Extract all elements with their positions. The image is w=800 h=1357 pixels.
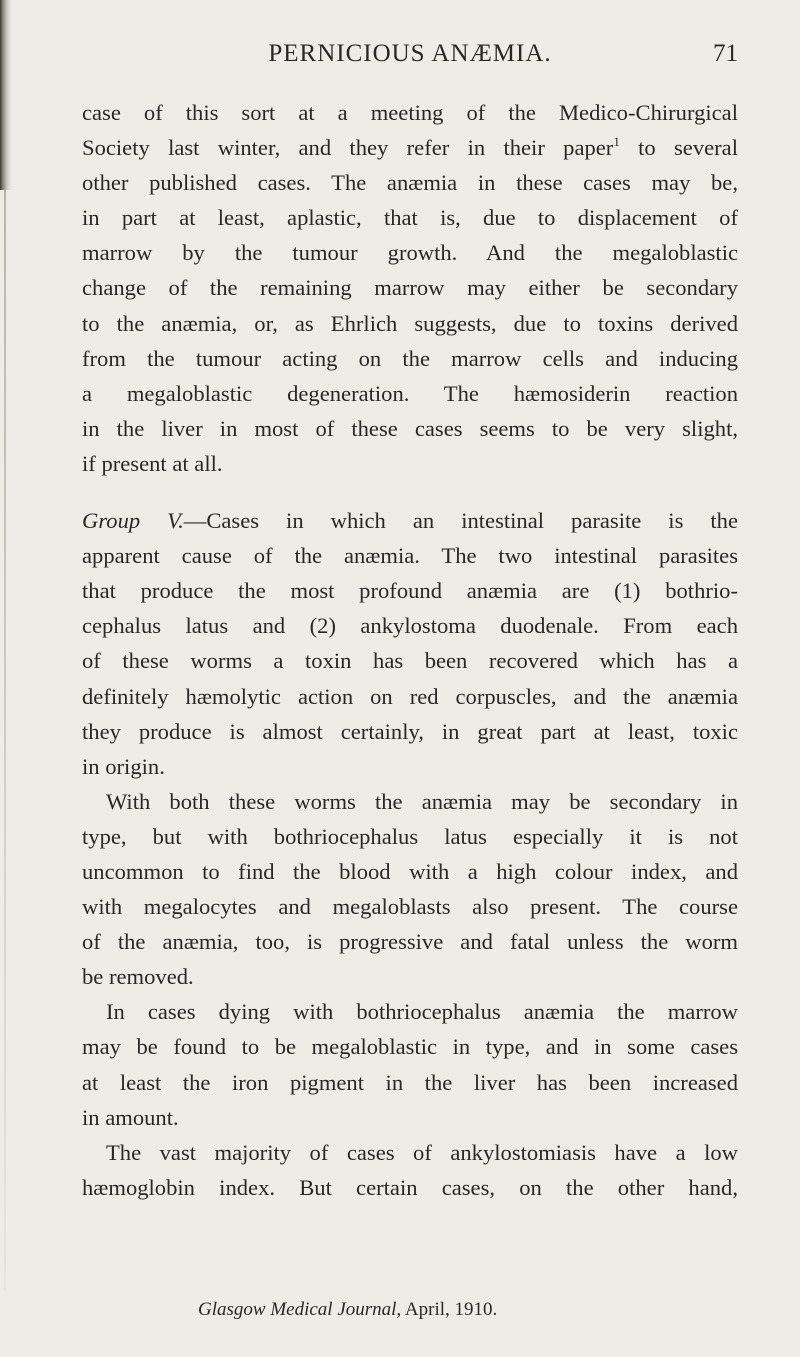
paragraph-gap bbox=[82, 481, 738, 503]
page-number: 71 bbox=[713, 40, 738, 67]
text-line: to the anæmia, or, as Ehrlich suggests, due to toxins derived bbox=[82, 310, 738, 336]
text-fragment: to several bbox=[638, 135, 738, 161]
text-fragment: —Cases in which an intestinal parasite is the bbox=[183, 508, 738, 534]
journal-name: Glasgow Medical Journal, bbox=[198, 1299, 402, 1320]
running-head: PERNICIOUS ANÆMIA. bbox=[268, 40, 552, 67]
page-header bbox=[82, 36, 738, 76]
body-text bbox=[82, 95, 738, 1205]
text-line: they produce is almost certainly, in great part at least, toxic bbox=[82, 718, 738, 744]
text-line: uncommon to find the blood with a high colour index, and bbox=[82, 858, 738, 884]
text-line: apparent cause of the anæmia. The two intestinal parasites bbox=[82, 543, 738, 569]
text-line bbox=[82, 503, 738, 538]
text-line: be removed. bbox=[82, 964, 194, 990]
text-line: change of the remaining marrow may either be secondary bbox=[82, 275, 738, 301]
text-line: in amount. bbox=[82, 1104, 179, 1130]
text-line: of these worms a toxin has been recovered which has a bbox=[82, 648, 738, 674]
text-line: at least the iron pigment in the liver has been increased bbox=[82, 1069, 738, 1095]
group-heading: Group V. bbox=[82, 508, 184, 534]
text-line: of the anæmia, too, is progressive and fatal unless the worm bbox=[82, 929, 738, 955]
text-line: in part at least, aplastic, that is, due to displacement of bbox=[82, 205, 738, 231]
text-line: marrow by the tumour growth. And the megaloblastic bbox=[82, 240, 738, 266]
text-line: with megalocytes and megaloblasts also present. The course bbox=[82, 894, 738, 920]
text-fragment: Society last winter, and they refer in their paper bbox=[82, 135, 614, 161]
text-line: in origin. bbox=[82, 753, 165, 779]
text-line: case of this sort at a meeting of the Medico-Chirurgical bbox=[82, 100, 738, 125]
footnote-marker: 1 bbox=[613, 134, 620, 150]
journal-date: April, 1910. bbox=[404, 1299, 498, 1320]
text-line: if present at all. bbox=[82, 450, 223, 476]
text-line: The vast majority of cases of ankylostomiasis have a low bbox=[106, 1139, 738, 1165]
text-line: a megaloblastic degeneration. The hæmosiderin reaction bbox=[82, 380, 738, 406]
text-line: from the tumour acting on the marrow cells and inducing bbox=[82, 345, 738, 371]
text-line bbox=[82, 130, 738, 165]
text-line: in the liver in most of these cases seems to be very slight, bbox=[82, 415, 738, 441]
page-footer bbox=[198, 1299, 497, 1321]
text-line: other published cases. The anæmia in these cases may be, bbox=[82, 170, 738, 196]
text-line: may be found to be megaloblastic in type, and in some cases bbox=[82, 1034, 738, 1060]
text-line: With both these worms the anæmia may be secondary in bbox=[106, 788, 738, 814]
text-line: definitely hæmolytic action on red corpuscles, and the anæmia bbox=[82, 683, 738, 709]
text-line: cephalus latus and (2) ankylostoma duodenale. From each bbox=[82, 613, 738, 639]
page-edge-shadow bbox=[0, 0, 12, 190]
text-line: type, but with bothriocephalus latus especially it is not bbox=[82, 823, 738, 849]
page-edge-line bbox=[4, 190, 6, 1290]
text-line: hæmoglobin index. But certain cases, on the other hand, bbox=[82, 1174, 738, 1200]
text-line: that produce the most profound anæmia are (1) bothrio- bbox=[82, 578, 738, 604]
text-line: In cases dying with bothriocephalus anæmia the marrow bbox=[106, 999, 738, 1025]
